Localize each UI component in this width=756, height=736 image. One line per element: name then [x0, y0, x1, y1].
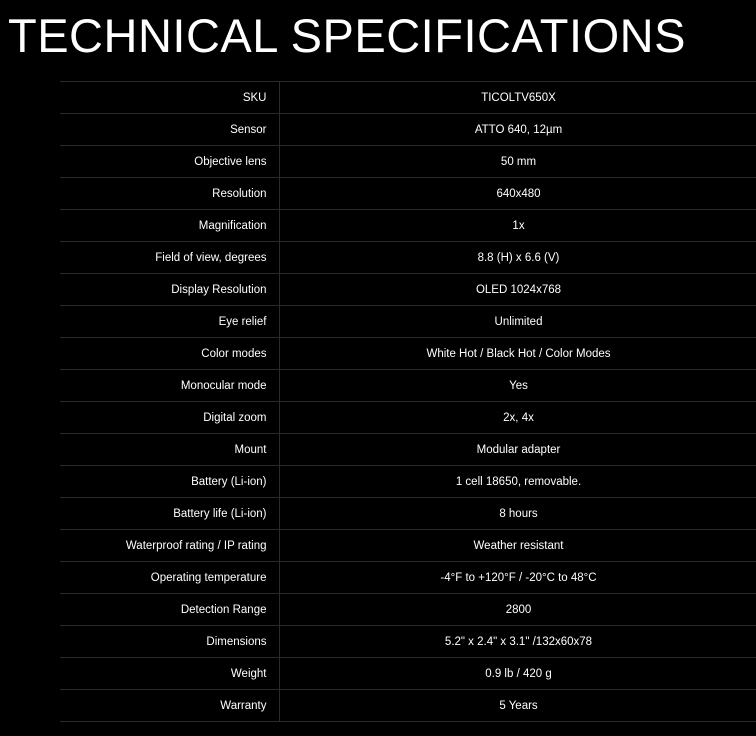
spec-value: 2x, 4x — [279, 402, 756, 434]
technical-specifications-table — [0, 81, 756, 722]
spec-label: Warranty — [60, 690, 279, 722]
spec-value: 0.9 lb / 420 g — [279, 658, 756, 690]
row-left-spacer — [0, 82, 60, 114]
spec-value: 50 mm — [279, 146, 756, 178]
spec-label: Battery life (Li-ion) — [60, 498, 279, 530]
table-row — [0, 562, 756, 594]
row-left-spacer — [0, 434, 60, 466]
spec-label: Color modes — [60, 338, 279, 370]
row-left-spacer — [0, 178, 60, 210]
row-left-spacer — [0, 562, 60, 594]
table-row — [0, 370, 756, 402]
table-row — [0, 242, 756, 274]
spec-label: Objective lens — [60, 146, 279, 178]
row-left-spacer — [0, 370, 60, 402]
spec-value: White Hot / Black Hot / Color Modes — [279, 338, 756, 370]
table-row — [0, 338, 756, 370]
row-left-spacer — [0, 306, 60, 338]
spec-value: ATTO 640, 12µm — [279, 114, 756, 146]
spec-value: -4°F to +120°F / -20°C to 48°C — [279, 562, 756, 594]
spec-label: Weight — [60, 658, 279, 690]
spec-label: SKU — [60, 82, 279, 114]
row-left-spacer — [0, 146, 60, 178]
spec-label: Detection Range — [60, 594, 279, 626]
spec-label: Mount — [60, 434, 279, 466]
row-left-spacer — [0, 274, 60, 306]
spec-label: Dimensions — [60, 626, 279, 658]
table-row — [0, 114, 756, 146]
spec-value: 640x480 — [279, 178, 756, 210]
spec-label: Battery (Li-ion) — [60, 466, 279, 498]
spec-value: 2800 — [279, 594, 756, 626]
table-row — [0, 402, 756, 434]
table-row — [0, 274, 756, 306]
row-left-spacer — [0, 594, 60, 626]
table-row — [0, 210, 756, 242]
spec-label: Resolution — [60, 178, 279, 210]
spec-value: Modular adapter — [279, 434, 756, 466]
table-row — [0, 466, 756, 498]
spec-label: Operating temperature — [60, 562, 279, 594]
spec-value: Weather resistant — [279, 530, 756, 562]
row-left-spacer — [0, 242, 60, 274]
spec-value: Yes — [279, 370, 756, 402]
row-left-spacer — [0, 114, 60, 146]
spec-value: 5.2" x 2.4" x 3.1" /132x60x78 — [279, 626, 756, 658]
spec-label: Digital zoom — [60, 402, 279, 434]
table-row — [0, 690, 756, 722]
table-row — [0, 178, 756, 210]
table-row — [0, 594, 756, 626]
table-row — [0, 498, 756, 530]
spec-label: Magnification — [60, 210, 279, 242]
spec-value: 1x — [279, 210, 756, 242]
spec-label: Waterproof rating / IP rating — [60, 530, 279, 562]
spec-value: 5 Years — [279, 690, 756, 722]
table-row — [0, 658, 756, 690]
spec-table-body — [0, 82, 756, 722]
spec-value: Unlimited — [279, 306, 756, 338]
spec-value: OLED 1024x768 — [279, 274, 756, 306]
spec-label: Field of view, degrees — [60, 242, 279, 274]
spec-label: Monocular mode — [60, 370, 279, 402]
spec-label: Sensor — [60, 114, 279, 146]
row-left-spacer — [0, 626, 60, 658]
row-left-spacer — [0, 402, 60, 434]
row-left-spacer — [0, 466, 60, 498]
table-row — [0, 146, 756, 178]
table-row — [0, 434, 756, 466]
table-row — [0, 626, 756, 658]
spec-value: TICOLTV650X — [279, 82, 756, 114]
spec-label: Display Resolution — [60, 274, 279, 306]
page-title: TECHNICAL SPECIFICATIONS — [8, 9, 686, 62]
spec-value: 8.8 (H) x 6.6 (V) — [279, 242, 756, 274]
spec-value: 1 cell 18650, removable. — [279, 466, 756, 498]
row-left-spacer — [0, 690, 60, 722]
spec-label: Eye relief — [60, 306, 279, 338]
row-left-spacer — [0, 658, 60, 690]
row-left-spacer — [0, 498, 60, 530]
spec-value: 8 hours — [279, 498, 756, 530]
table-row — [0, 530, 756, 562]
row-left-spacer — [0, 338, 60, 370]
row-left-spacer — [0, 530, 60, 562]
table-row — [0, 82, 756, 114]
row-left-spacer — [0, 210, 60, 242]
table-row — [0, 306, 756, 338]
